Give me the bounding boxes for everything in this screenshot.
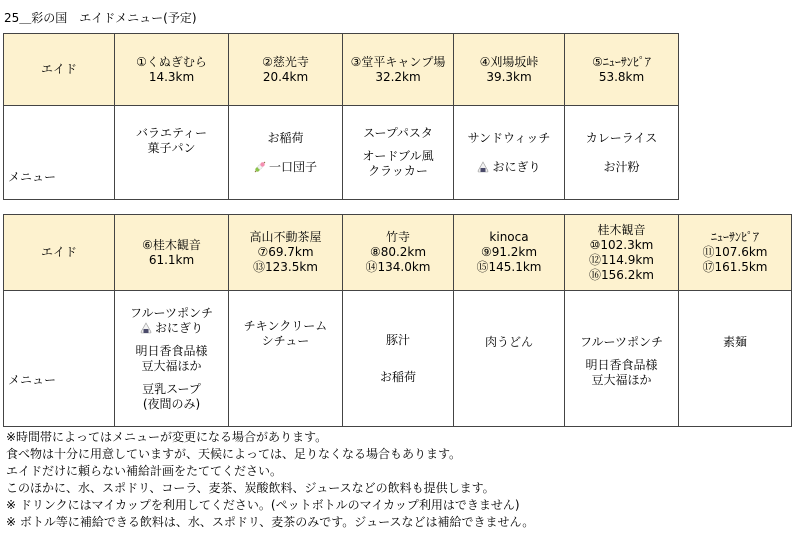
menu-item: サンドウィッチ [467,130,551,145]
aid-name: 高山不動茶屋 [249,230,322,244]
note-line: エイドだけに頼らない補給計画をたててください。 [6,464,283,478]
aid-distance: ⑭134.0km [365,260,431,274]
menu-item: (夜間のみ) [142,396,201,411]
aid-cell [115,215,229,291]
menu-item: シチュー [261,334,310,348]
aid-name: ﾆｭｰｻﾝﾋﾟｱ [710,230,759,244]
aid-cell [115,34,229,106]
note-line: 食べ物は十分に用意していますが、天候によっては、足りなくなる場合もあります。 [6,447,462,461]
menu-item: フルーツポンチ [129,305,214,320]
aid-distance: ⑮145.1km [476,260,542,274]
aid-distance: 20.4km [262,69,309,84]
menu-item: 菓子パン [147,141,196,155]
aid-cell [229,215,343,291]
aid-distance: 39.3km [486,69,532,84]
aid-cell [565,215,679,291]
aid-row [4,34,679,106]
aid-cell [229,34,343,106]
aid-distance: ⑦69.7km [257,245,314,259]
menu-cell [565,291,679,427]
note-line: ※ ドリンクにはマイカップを利用してください。(ペットボトルのマイカップ利用はできません) [6,498,520,512]
aid-name: 竹寺 [385,230,410,244]
aid-distance: 61.1km [148,252,195,267]
menu-item: フルーツポンチ [579,335,664,349]
aid-name: ②慈光寺 [262,54,309,69]
menu-item-with-icon [454,160,564,175]
onigiri-icon [477,161,489,173]
aid-cell [343,34,454,106]
note-line: このほかに、水、スポドリ、コーラ、麦茶、炭酸飲料、ジュースなどの飲料も提供します。 [6,481,495,495]
aid-distance: ⑩102.3km [589,237,654,252]
aid-distance: ⑫114.9km [589,252,654,267]
aid-table-2 [3,214,792,427]
menu-item: 素麺 [722,335,747,349]
menu-item: お汁粉 [603,159,640,174]
aid-cell [565,34,679,106]
aid-distance: ⑪107.6km [702,245,768,259]
aid-distance: 53.8km [598,69,645,84]
note-line: ※時間帯によってはメニューが変更になる場合があります。 [6,430,328,444]
menu-row-label: メニュー [4,106,115,200]
aid-distance: ⑬123.5km [253,260,318,274]
aid-cell [679,215,792,291]
aid-distance: ⑧80.2km [369,245,427,259]
menu-row [4,291,792,427]
aid-name: ①くぬぎむら [136,54,207,69]
menu-item-with-icon [229,160,342,175]
menu-item: クラッカー [368,164,428,178]
aid-table-1 [3,33,679,200]
menu-item: 一口団子 [268,159,317,174]
menu-item: 豆大福ほか [591,373,652,387]
menu-cell [229,106,343,200]
menu-cell [343,106,454,200]
menu-item: 豆大福ほか [141,358,202,373]
menu-item: 肉うどん [484,335,533,349]
onigiri-icon [140,322,152,334]
notes [6,429,534,531]
aid-distance: 14.3km [148,69,195,84]
note-line: ※ ボトル等に補給できる飲料は、水、スポドリ、麦茶のみです。ジュースなどは補給できません。 [6,515,535,529]
page-title: 25＿彩の国 エイドメニュー(予定) [4,11,197,25]
menu-item: お稲荷 [267,130,304,145]
aid-name: ③堂平キャンプ場 [350,54,446,69]
menu-item: おにぎり [154,320,203,335]
aid-cell [343,215,454,291]
menu-item: カレーライス [585,130,658,145]
aid-name: ⑤ﾆｭｰｻﾝﾋﾟｱ [592,54,651,69]
menu-item: お稲荷 [379,369,416,384]
aid-row [4,215,792,291]
menu-cell [679,291,792,427]
menu-cell [229,291,343,427]
menu-item: バラエティー [135,126,208,140]
menu-item: 明日香食品様 [585,358,658,372]
aid-name: kinoca [489,230,529,244]
menu-item: 豚汁 [385,332,410,347]
aid-distance: ⑨91.2km [480,245,538,259]
aid-name: ⑥桂木観音 [142,237,201,252]
menu-cell [454,106,565,200]
menu-row [4,106,679,200]
aid-distance: 32.2km [375,69,421,84]
menu-cell [454,291,565,427]
aid-row-label: エイド [4,215,115,291]
aid-distance: ⑰161.5km [702,260,768,274]
menu-item: スープパスタ [363,126,433,140]
menu-item-with-icon [115,321,228,336]
menu-item: おにぎり [492,159,541,174]
menu-cell [115,291,229,427]
menu-item: 明日香食品様 [135,343,208,358]
menu-item: チキンクリーム [243,319,328,333]
menu-cell [115,106,229,200]
aid-cell [454,34,565,106]
menu-row-label: メニュー [4,291,115,427]
aid-cell [454,215,565,291]
aid-name: 桂木観音 [597,222,646,237]
dango-icon [254,161,266,173]
menu-item: オードブル風 [362,149,434,163]
aid-name: ④刈場坂峠 [479,54,539,69]
menu-cell [565,106,679,200]
menu-cell [343,291,454,427]
aid-distance: ⑯156.2km [589,267,654,282]
aid-row-label: エイド [4,34,115,106]
menu-item: 豆乳スープ [142,381,201,396]
